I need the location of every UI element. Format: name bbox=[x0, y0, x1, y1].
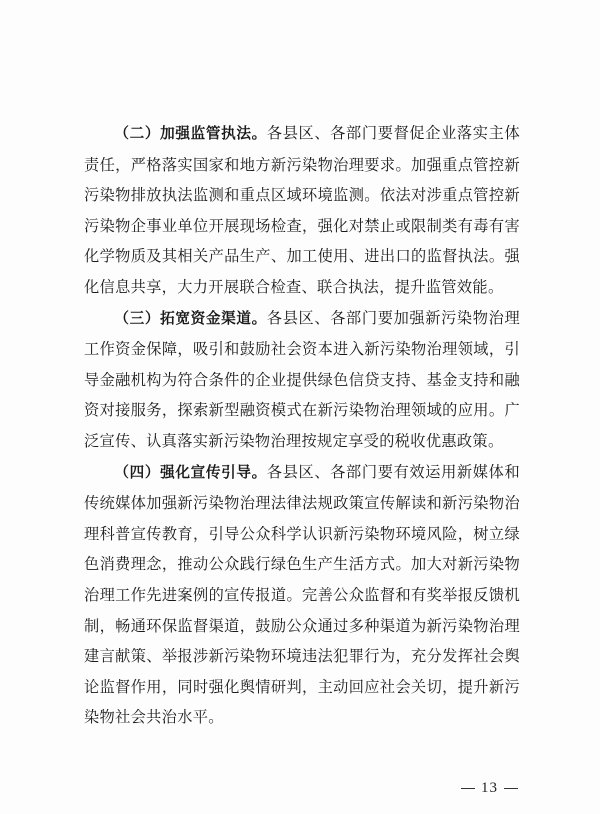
page-footer bbox=[455, 780, 524, 797]
section-heading: （四）强化宣传引导。 bbox=[114, 463, 267, 481]
page-number: 13 bbox=[481, 780, 498, 796]
section-heading: （二）加强监管执法。 bbox=[114, 125, 267, 142]
paragraph-text: 各县区、各部门要有效运用新媒体和传统媒体加强新污染物治理法律法规政策宣传解读和新污染物治理科普宣传教育，引导公众科学认识新污染物环境风险，树立绿色消费理念，推动公众践行绿色生产生活方式。加大对新污染物治理工作先进案例的宣传报道。完善公众监督和有奖举报反馈机制，畅通环保监督渠道，鼓励公众通过多种渠道为新污染物治理建言献策、举报涉新污染物环境违法犯罪行为，充分发挥社会舆论监督作用，同时强化舆情研判，主动回应社会关切，提升新污染物社会共治水平。 bbox=[84, 462, 520, 727]
section-heading: （三）拓宽资金渠道。 bbox=[114, 309, 267, 327]
paragraph-funding-channels bbox=[84, 303, 520, 457]
footer-dash-right bbox=[504, 788, 518, 789]
paragraph-text: 各县区、各部门要加强新污染物治理工作资金保障，吸引和鼓励社会资本进入新污染物治理领域，引导金融机构为符合条件的企业提供绿色信贷支持、基金支持和融资对接服务，探索新型融资模式在新污染物治理领域的应用。广泛宣传、认真落实新污染物治理按规定享受的税收优惠政策。 bbox=[84, 308, 520, 450]
paragraph-supervision-enforcement bbox=[84, 118, 520, 303]
footer-dash-left bbox=[461, 788, 475, 789]
paragraph-publicity-guidance bbox=[84, 457, 520, 733]
paragraph-text: 各县区、各部门要督促企业落实主体责任，严格落实国家和地方新污染物治理要求。加强重点管控新污染物排放执法监测和重点区域环境监测。依法对涉重点管控新污染物企事业单位开展现场检查，强化对禁止或限制类有毒有害化学物质及其相关产品生产、加工使用、进出口的监督执法。强化信息共享，大力开展联合检查、联合执法，提升监管效能。 bbox=[84, 124, 520, 296]
document-body bbox=[84, 118, 520, 733]
